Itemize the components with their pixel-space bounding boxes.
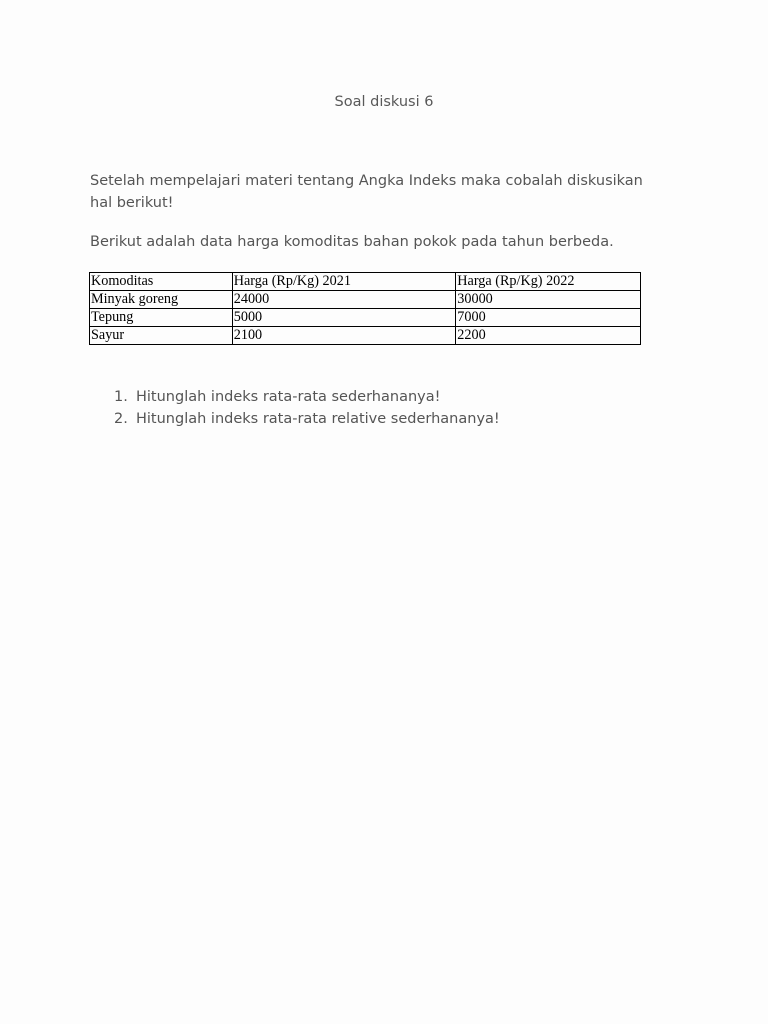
list-item-text: Hitunglah indeks rata-rata sederhananya!: [136, 389, 441, 405]
table-cell: 2200: [456, 327, 641, 345]
document-title: Soal diskusi 6: [334, 94, 434, 110]
table-cell: 24000: [232, 291, 456, 309]
table-cell: 5000: [232, 309, 456, 327]
table-cell: Tepung: [90, 309, 233, 327]
table-row: [90, 309, 641, 327]
table-header-cell: Komoditas: [90, 273, 233, 291]
table-cell: 30000: [456, 291, 641, 309]
table-cell: Minyak goreng: [90, 291, 233, 309]
list-item-text: Hitunglah indeks rata-rata relative sederhananya!: [136, 410, 500, 427]
intro-paragraph: Setelah mempelajari materi tentang Angka Indeks maka cobalah diskusikan hal berikut!: [90, 173, 643, 211]
table-cell: Sayur: [90, 327, 233, 345]
lead-paragraph: Berikut adalah data harga komoditas bahan pokok pada tahun berbeda.: [90, 234, 614, 250]
task-list: [90, 387, 500, 430]
list-item-number: 2.: [114, 410, 128, 427]
table-cell: 7000: [456, 309, 641, 327]
list-item: [90, 409, 500, 431]
commodity-price-table: [89, 272, 641, 345]
table-header-cell: Harga (Rp/Kg) 2021: [232, 273, 456, 291]
list-item: [90, 387, 500, 409]
table-cell: 2100: [232, 327, 456, 345]
table-header-cell: Harga (Rp/Kg) 2022: [456, 273, 641, 291]
list-item-number: 1.: [114, 389, 128, 405]
table-row: [90, 327, 641, 345]
table-header-row: [90, 273, 641, 291]
table-row: [90, 291, 641, 309]
